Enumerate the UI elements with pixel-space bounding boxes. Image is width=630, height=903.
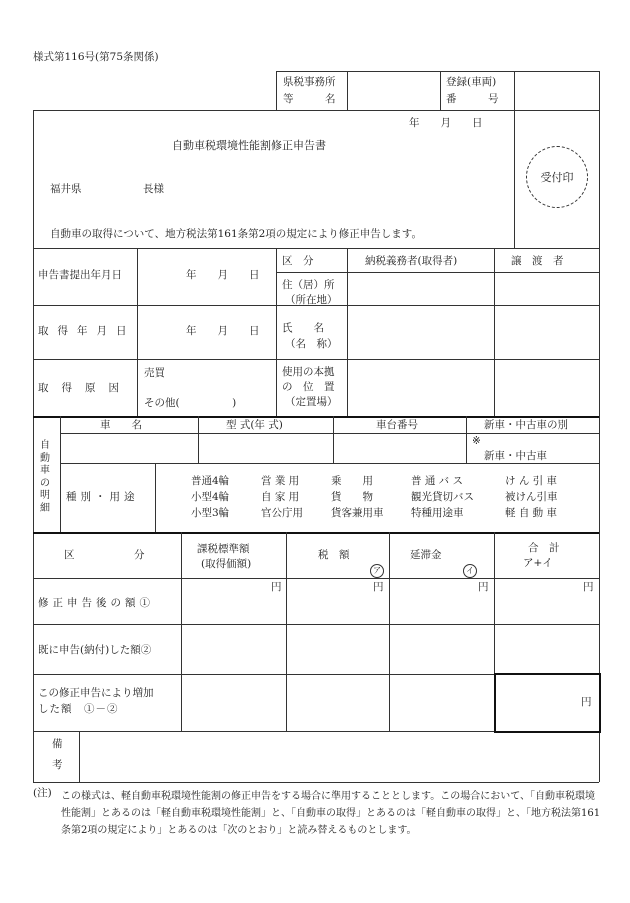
row-increase-amount-2: した額 ①－② bbox=[38, 703, 119, 715]
yen-unit: 円 bbox=[581, 696, 592, 708]
vehicle-name-header: 車 名 bbox=[100, 419, 142, 431]
type-option[interactable]: 観光貸切バス bbox=[411, 491, 474, 503]
reception-stamp: 受付印 bbox=[526, 146, 588, 208]
chassis-number-header: 車台番号 bbox=[376, 419, 418, 431]
total-header: 合 計 bbox=[528, 542, 560, 554]
form-title: 自動車税環境性能割修正申告書 bbox=[172, 139, 326, 152]
amended-late-fee-field[interactable] bbox=[390, 594, 493, 623]
note-text: この様式は、軽自動車税環境性能割の修正申告をする場合に準用することとします。この場合において、「自動車税環境性能割」とあるのは「軽自動車税環境性能割」と、「自動車の取得」とあるのは「軽自動車の取得」と、「地方税法第161条第2項の規定により」とあるのは「次のとおり」と読み替えるものとします。 bbox=[61, 791, 601, 836]
acquisition-date-value: 年 月 日 bbox=[186, 325, 260, 337]
name-label: 氏 名 bbox=[282, 322, 324, 334]
row-increase-amount: この修正申告により増加 bbox=[38, 687, 154, 699]
remarks-label-2: 考 bbox=[52, 759, 63, 771]
office-label-2: 等 名 bbox=[283, 93, 336, 105]
transferor-header: 譲 渡 者 bbox=[511, 255, 564, 267]
filed-date-label: 申告書提出年月日 bbox=[38, 269, 122, 281]
type-option[interactable]: 被けん引車 bbox=[505, 491, 558, 503]
amended-total-field[interactable] bbox=[495, 594, 598, 623]
taxpayer-name-field[interactable] bbox=[348, 306, 493, 358]
type-usage-label: 種別・用途 bbox=[66, 491, 139, 503]
tax-base-header: 課税標準額 bbox=[197, 543, 250, 555]
type-option[interactable]: 貨 物 bbox=[331, 491, 373, 503]
mark-a: ア bbox=[370, 564, 384, 578]
remarks-label: 備 bbox=[52, 738, 63, 750]
acquisition-cause-label: 取得原因 bbox=[38, 382, 132, 394]
address-label-2: （所在地） bbox=[285, 294, 338, 306]
row-previous-amount: 既に申告(納付)した額② bbox=[38, 644, 152, 656]
type-option[interactable]: 貨客兼用車 bbox=[331, 507, 384, 519]
registration-label-2: 番 号 bbox=[446, 93, 499, 105]
chassis-number-field[interactable] bbox=[334, 434, 465, 462]
new-used-value[interactable]: 新車・中古車 bbox=[484, 450, 547, 462]
yen-unit: 円 bbox=[271, 581, 282, 593]
cause-option-sale[interactable]: 売買 bbox=[144, 367, 165, 379]
office-name-field[interactable] bbox=[348, 78, 438, 106]
statement: 自動車の取得について、地方税法第161条第2項の規定により修正申告します。 bbox=[50, 228, 422, 240]
note-prefix: (注) bbox=[33, 787, 52, 799]
tax-base-header-2: (取得価額) bbox=[201, 558, 252, 570]
vehicle-name-field[interactable] bbox=[61, 434, 197, 462]
type-option[interactable]: 自 家 用 bbox=[261, 491, 300, 503]
type-option[interactable]: 小型3輪 bbox=[191, 507, 230, 519]
total-formula: ア+イ bbox=[523, 557, 553, 569]
date-label: 年 月 日 bbox=[409, 117, 483, 129]
remarks-field[interactable] bbox=[81, 733, 597, 780]
type-option[interactable]: け ん 引 車 bbox=[505, 475, 558, 487]
registration-number-field[interactable] bbox=[515, 78, 597, 106]
acquisition-date-label: 取得年月日 bbox=[38, 325, 136, 337]
form-id: 様式第116号(第75条関係) bbox=[33, 51, 159, 63]
new-used-header: 新車・中古車の別 bbox=[484, 419, 568, 431]
tax-header: 税 額 bbox=[318, 549, 350, 561]
row-amended-amount: 修正申告後の額① bbox=[38, 597, 154, 609]
taxpayer-header: 納税義務者(取得者) bbox=[365, 255, 458, 267]
addressee-title: 長様 bbox=[143, 183, 164, 195]
late-fee-header: 延滞金 bbox=[410, 549, 442, 561]
mark-i: イ bbox=[463, 564, 477, 578]
type-option[interactable]: 特種用途車 bbox=[411, 507, 464, 519]
kubun-label: 区 分 bbox=[282, 255, 314, 267]
transferor-address-field[interactable] bbox=[495, 273, 598, 304]
filed-date-value: 年 月 日 bbox=[186, 269, 260, 281]
addressee-prefecture: 福井県 bbox=[50, 183, 82, 195]
yen-unit: 円 bbox=[478, 581, 489, 593]
yen-unit: 円 bbox=[583, 581, 594, 593]
type-option[interactable]: 普通4輪 bbox=[191, 475, 230, 487]
yen-unit: 円 bbox=[373, 581, 384, 593]
type-option[interactable]: 小型4輪 bbox=[191, 491, 230, 503]
type-option[interactable]: 官公庁用 bbox=[261, 507, 303, 519]
name-label-2: （名 称） bbox=[285, 338, 338, 350]
registration-label: 登録(車両) bbox=[446, 76, 497, 88]
type-option[interactable]: 営 業 用 bbox=[261, 475, 300, 487]
asterisk-mark: ※ bbox=[472, 435, 481, 447]
transferor-name-field[interactable] bbox=[495, 306, 598, 358]
type-option[interactable]: 乗 用 bbox=[331, 475, 373, 487]
base-label: 使用の本拠 bbox=[282, 366, 335, 378]
amended-tax-base-field[interactable] bbox=[182, 594, 285, 623]
model-header: 型 式(年 式) bbox=[226, 419, 283, 431]
cause-option-other[interactable]: その他( ) bbox=[144, 397, 237, 409]
office-label: 県税事務所 bbox=[283, 76, 336, 88]
amended-tax-field[interactable] bbox=[287, 594, 388, 623]
type-option[interactable]: 普 通 バ ス bbox=[411, 475, 464, 487]
model-field[interactable] bbox=[199, 434, 332, 462]
base-label-3: （定置場） bbox=[285, 396, 338, 408]
amount-kubun-header: 区 分 bbox=[64, 549, 152, 561]
type-option[interactable]: 軽 自 動 車 bbox=[505, 507, 558, 519]
vehicle-details-label: 自動車の明細 bbox=[40, 440, 50, 514]
base-label-2: の 位 置 bbox=[282, 381, 335, 393]
address-label: 住（居）所 bbox=[282, 279, 335, 291]
taxpayer-address-field[interactable] bbox=[348, 273, 493, 304]
